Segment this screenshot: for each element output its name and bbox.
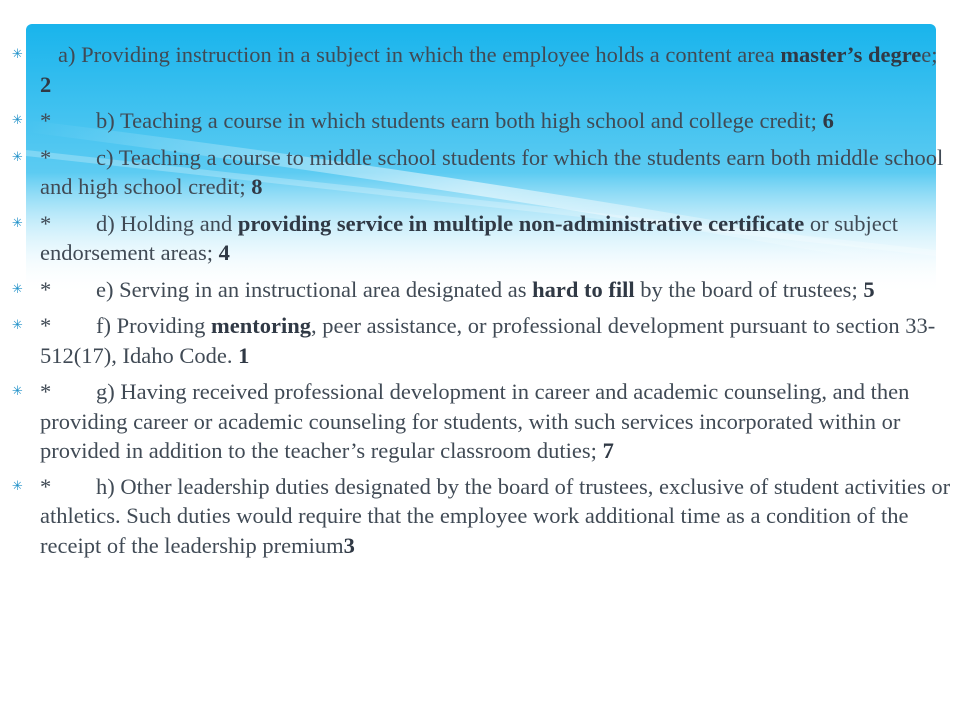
item-marker: * xyxy=(40,144,52,170)
bullet-item xyxy=(0,209,960,268)
item-text xyxy=(40,211,898,266)
item-marker: * xyxy=(40,379,52,404)
emphasis-text: providing service in multiple non-administrative certificate xyxy=(237,210,805,236)
item-number: 1 xyxy=(238,342,250,368)
item-number: 6 xyxy=(822,108,834,133)
item-text xyxy=(40,313,935,368)
asterisk-icon: ✳ xyxy=(12,113,23,128)
emphasis-text: master’s degre xyxy=(780,42,922,67)
item-text-segment: by the board of trustees; xyxy=(634,276,864,302)
bullet-item xyxy=(0,472,960,561)
item-number: 4 xyxy=(218,240,230,265)
item-text xyxy=(40,379,909,463)
item-text xyxy=(58,42,938,67)
item-number: 2 xyxy=(40,71,52,97)
item-text xyxy=(40,474,950,558)
bullet-item xyxy=(0,275,960,305)
asterisk-icon: ✳ xyxy=(12,47,23,62)
item-text xyxy=(40,145,943,200)
item-number: 3 xyxy=(343,532,355,558)
item-marker: * xyxy=(40,108,52,133)
item-number: 8 xyxy=(251,174,263,199)
bullet-item xyxy=(0,40,960,99)
asterisk-icon: ✳ xyxy=(12,215,23,231)
item-marker: * xyxy=(40,473,52,499)
item-text-segment: , peer assistance, or professional development pursuant to section 33-512(17), Idaho Code. xyxy=(40,313,936,368)
emphasis-text: hard to fill xyxy=(532,276,635,302)
item-text-segment: h) Other leadership duties designated by the board of trustees, exclusive of student activities or athletics. Such duties would require that the employee work additional time as a condition of the receipt of the leadership premium xyxy=(40,473,951,558)
bullet-item xyxy=(0,311,960,370)
item-text-segment: d) Holding and xyxy=(96,210,238,236)
asterisk-icon: ✳ xyxy=(12,281,23,297)
item-text-segment: or subject endorsement areas; xyxy=(40,210,898,265)
item-text-segment: g) Having received professional development in career and academic counseling, and then providing career or academic counseling for students, with such services incorporated within or provided in addition to the teacher’s regular classroom duties; xyxy=(40,379,910,463)
asterisk-icon: ✳ xyxy=(12,384,23,399)
item-text-segment: b) Teaching a course in which students earn both high school and college credit; xyxy=(96,108,823,133)
asterisk-icon: ✳ xyxy=(12,318,23,333)
item-number: 5 xyxy=(863,276,875,302)
asterisk-icon: ✳ xyxy=(12,478,23,494)
bullet-item xyxy=(0,143,960,202)
item-marker: * xyxy=(40,313,52,338)
asterisk-icon: ✳ xyxy=(12,149,23,165)
item-text-segment: f) Providing xyxy=(96,313,211,338)
item-text xyxy=(96,108,823,133)
item-number: 7 xyxy=(602,438,614,463)
item-marker: * xyxy=(40,210,52,236)
item-text xyxy=(96,277,863,302)
emphasis-text: mentoring xyxy=(211,313,311,338)
item-text-segment: a) Providing instruction in a subject in which the employee holds a content area xyxy=(58,42,781,67)
bullet-list xyxy=(0,40,960,567)
item-text-segment: c) Teaching a course to middle school students for which the students earn both middle school and high school credit; xyxy=(40,144,944,199)
bullet-item xyxy=(0,377,960,466)
item-marker: * xyxy=(40,276,52,302)
item-text-segment: e) Serving in an instructional area designated as xyxy=(96,276,533,302)
item-text-segment: e; xyxy=(921,42,938,67)
bullet-item xyxy=(0,106,960,136)
